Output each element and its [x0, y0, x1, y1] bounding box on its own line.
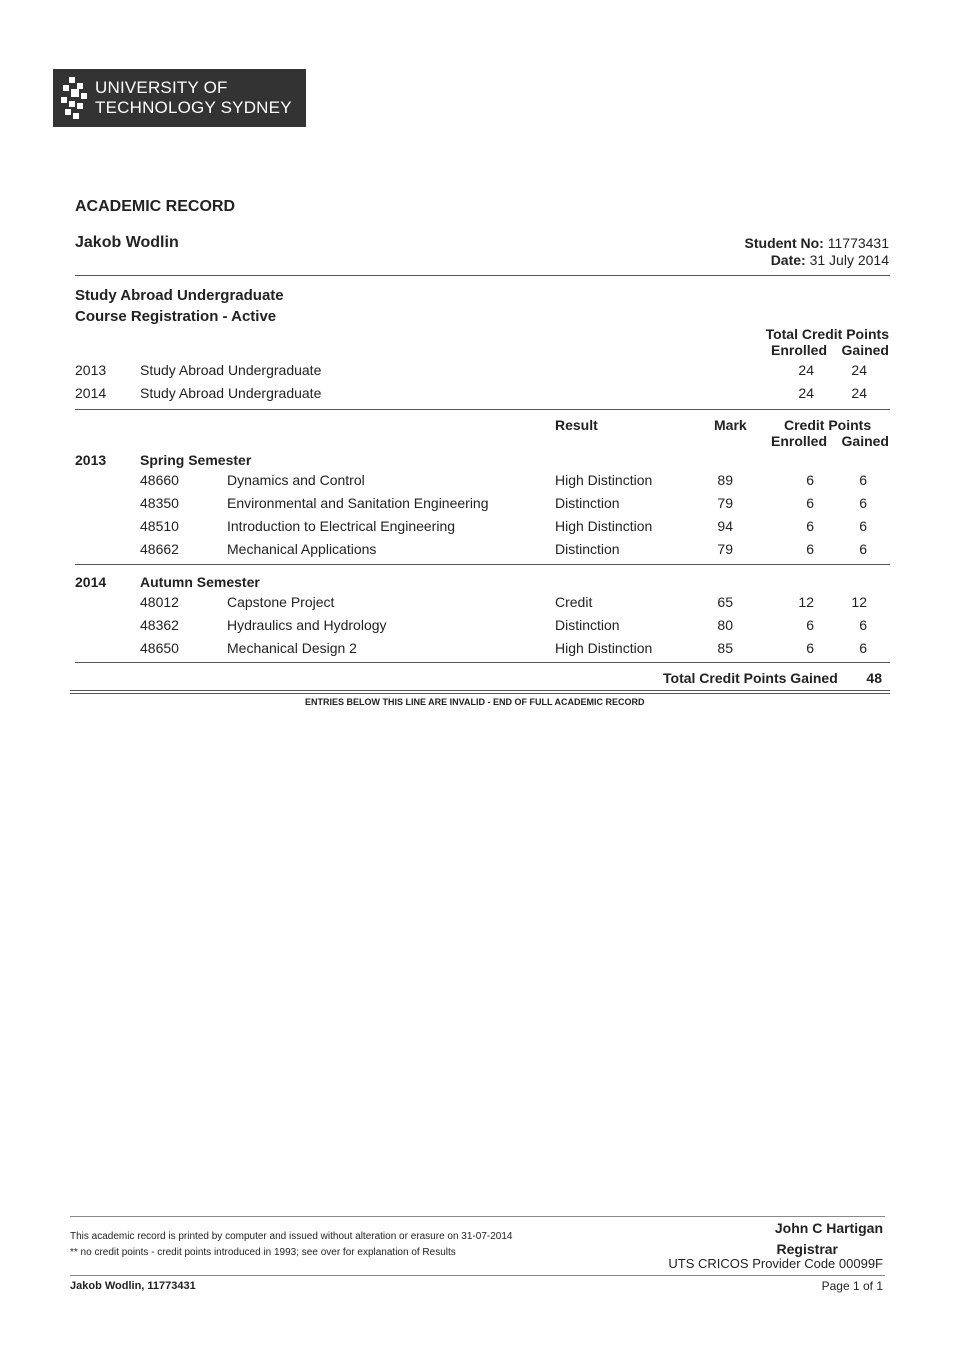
course-year: 2013 — [75, 362, 107, 378]
gained-header: Gained — [841, 342, 889, 358]
result-header: Result — [555, 417, 598, 433]
subject-code: 48662 — [140, 541, 179, 557]
footer-note: This academic record is printed by computer and issued without alteration or erasure on 31-07-2014 — [70, 1231, 513, 1242]
subject-code: 48510 — [140, 518, 179, 534]
subject-code: 48660 — [140, 472, 179, 488]
subject-title: Mechanical Applications — [227, 541, 377, 557]
subject-gained: 6 — [859, 495, 867, 511]
signatory-role: Registrar — [776, 1241, 838, 1257]
subject-gained: 6 — [859, 640, 867, 656]
subject-code: 48650 — [140, 640, 179, 656]
subject-title: Dynamics and Control — [227, 472, 365, 488]
subject-enrolled: 6 — [806, 617, 814, 633]
uts-logo — [53, 69, 306, 127]
subject-gained: 6 — [859, 541, 867, 557]
subject-code: 48012 — [140, 594, 179, 610]
subject-title: Mechanical Design 2 — [227, 640, 357, 656]
subject-mark: 79 — [717, 541, 733, 557]
student-name: Jakob Wodlin — [75, 234, 179, 251]
gained-header: Gained — [841, 433, 889, 449]
subject-enrolled: 6 — [806, 472, 814, 488]
logo-line-1: UNIVERSITY OF — [95, 78, 228, 97]
subject-result: Credit — [555, 594, 593, 610]
student-number-value: 11773431 — [827, 235, 889, 251]
footer-divider — [70, 1275, 885, 1276]
course-gained: 24 — [851, 362, 867, 378]
divider — [75, 564, 890, 565]
subject-title: Capstone Project — [227, 594, 335, 610]
semester-name: Spring Semester — [140, 452, 252, 468]
subject-gained: 6 — [859, 518, 867, 534]
signatory-name: John C Hartigan — [774, 1220, 883, 1236]
subject-result: Distinction — [555, 541, 620, 557]
subject-code: 48350 — [140, 495, 179, 511]
subject-title: Environmental and Sanitation Engineering — [227, 495, 489, 511]
divider — [75, 662, 890, 663]
subject-enrolled: 6 — [806, 640, 814, 656]
document-title: ACADEMIC RECORD — [75, 198, 235, 215]
mark-header: Mark — [714, 417, 747, 433]
course-year: 2014 — [75, 385, 107, 401]
subject-gained: 12 — [851, 594, 867, 610]
divider — [70, 693, 890, 694]
total-credit-points-header: Total Credit Points — [765, 326, 889, 342]
semester-name: Autumn Semester — [140, 574, 260, 590]
footer-note: ** no credit points - credit points introduced in 1993; see over for explanation of Results — [70, 1247, 456, 1258]
total-credit-points-label: Total Credit Points Gained — [663, 670, 838, 686]
date-value: 31 July 2014 — [809, 252, 889, 268]
divider — [70, 690, 890, 691]
subject-gained: 6 — [859, 617, 867, 633]
page-number: Page 1 of 1 — [821, 1279, 883, 1293]
subject-result: Distinction — [555, 617, 620, 633]
course-registration: Course Registration - Active — [75, 308, 277, 325]
subject-mark: 80 — [717, 617, 733, 633]
enrolled-header: Enrolled — [770, 433, 827, 449]
subject-enrolled: 6 — [806, 495, 814, 511]
record-date — [771, 252, 889, 268]
divider — [75, 409, 890, 410]
subject-enrolled: 6 — [806, 518, 814, 534]
subject-mark: 79 — [717, 495, 733, 511]
credit-points-header: Credit Points — [784, 417, 872, 433]
course-program: Study Abroad Undergraduate — [140, 385, 322, 401]
semester-year: 2013 — [75, 452, 107, 468]
provider-code: UTS CRICOS Provider Code 00099F — [668, 1256, 883, 1271]
subject-result: High Distinction — [555, 640, 653, 656]
subject-gained: 6 — [859, 472, 867, 488]
subject-code: 48362 — [140, 617, 179, 633]
subject-enrolled: 12 — [798, 594, 814, 610]
subject-mark: 94 — [717, 518, 733, 534]
course-name: Study Abroad Undergraduate — [75, 287, 284, 304]
end-of-record-notice: ENTRIES BELOW THIS LINE ARE INVALID - END OF FULL ACADEMIC RECORD — [305, 697, 645, 707]
subject-mark: 89 — [717, 472, 733, 488]
subject-title: Hydraulics and Hydrology — [227, 617, 387, 633]
logo-line-2: TECHNOLOGY SYDNEY — [95, 98, 292, 117]
subject-result: Distinction — [555, 495, 620, 511]
divider — [75, 275, 890, 276]
subject-mark: 65 — [717, 594, 733, 610]
subject-result: High Distinction — [555, 518, 653, 534]
enrolled-header: Enrolled — [770, 342, 827, 358]
course-enrolled: 24 — [798, 385, 814, 401]
subject-mark: 85 — [717, 640, 733, 656]
total-credit-points-value: 48 — [866, 670, 882, 686]
student-number — [745, 235, 889, 251]
subject-result: High Distinction — [555, 472, 653, 488]
subject-enrolled: 6 — [806, 541, 814, 557]
footer-student-line: Jakob Wodlin, 11773431 — [70, 1280, 196, 1292]
course-program: Study Abroad Undergraduate — [140, 362, 322, 378]
student-number-label: Student No: — [744, 235, 824, 251]
uts-logo-icon — [59, 75, 91, 121]
footer-divider — [70, 1216, 885, 1217]
course-enrolled: 24 — [798, 362, 814, 378]
date-label: Date: — [770, 252, 806, 268]
subject-title: Introduction to Electrical Engineering — [227, 518, 456, 534]
course-gained: 24 — [851, 385, 867, 401]
semester-year: 2014 — [75, 574, 107, 590]
